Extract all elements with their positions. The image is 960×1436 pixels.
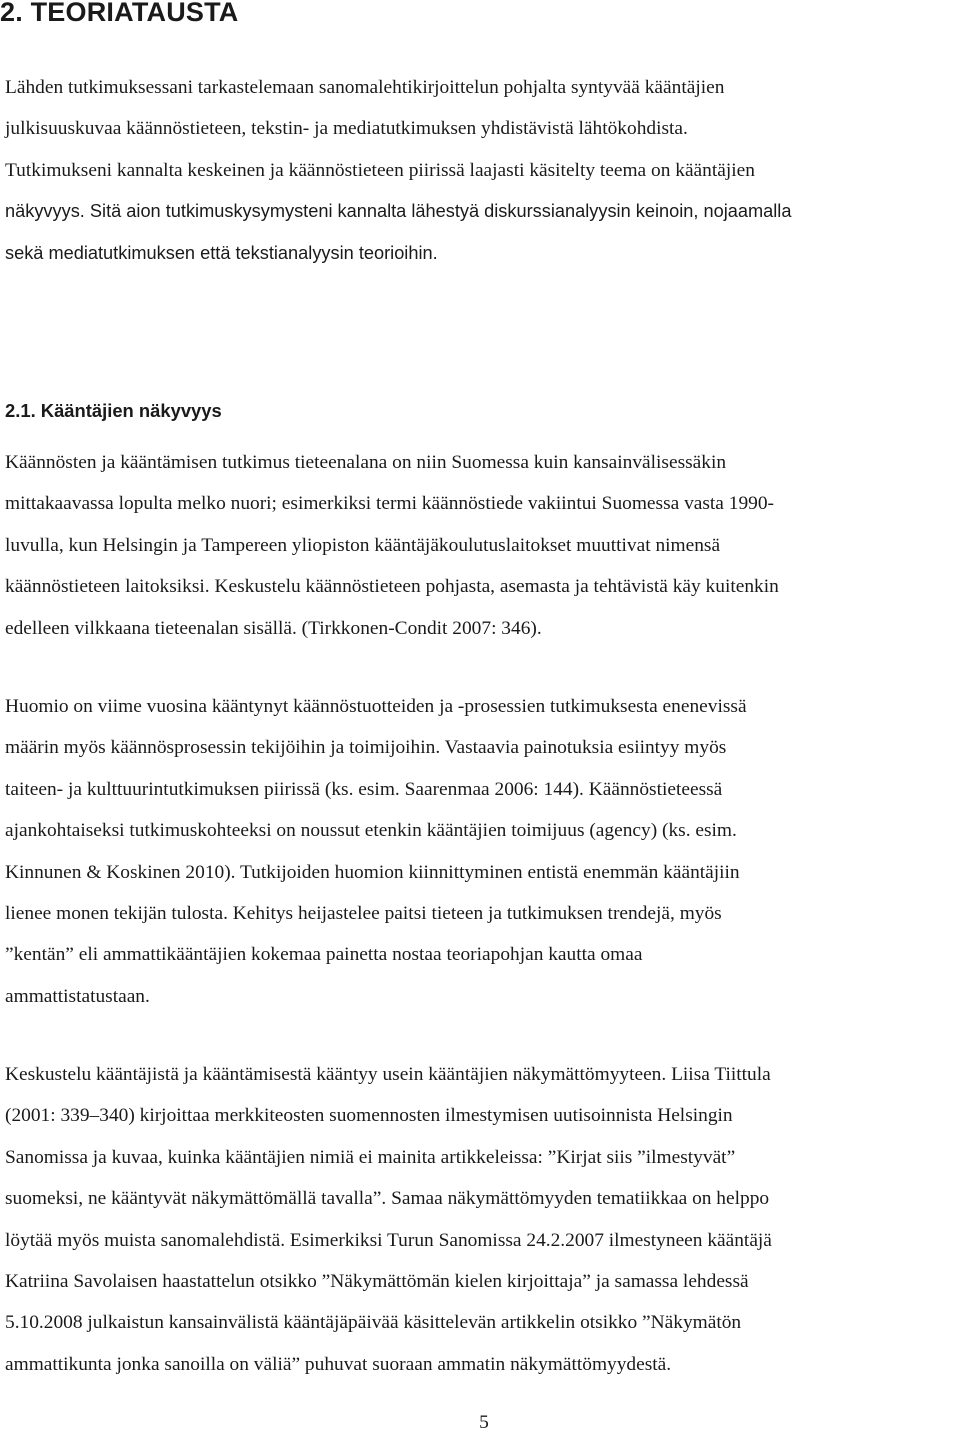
paragraph-line: edelleen vilkkaana tieteenalan sisällä. (Tirkkonen-Condit 2007: 346). <box>5 617 542 639</box>
paragraph-line: Katriina Savolaisen haastattelun otsikko ”Näkymättömän kielen kirjoittaja” ja samassa lehdessä <box>5 1270 749 1292</box>
paragraph-line: määrin myös käännösprosessin tekijöihin ja toimijoihin. Vastaavia painotuksia esiintyy myös <box>5 737 727 759</box>
paragraph-line: mittakaavassa lopulta melko nuori; esimerkiksi termi käännöstiede vakiintui Suomessa vasta 1990- <box>5 493 774 515</box>
paragraph-line: suomeksi, ne kääntyvät näkymättömällä tavalla”. Samaa näkymättömyyden tematiikkaa on helppo <box>5 1188 770 1210</box>
paragraph-line: löytää myös muista sanomalehdistä. Esimerkiksi Turun Sanomissa 24.2.2007 ilmestyneen kääntäjä <box>5 1229 772 1251</box>
intro-line: julkisuuskuvaa käännöstieteen, tekstin- ja mediatutkimuksen yhdistävistä lähtökohdista. <box>5 118 688 140</box>
paragraph-line: Keskustelu kääntäjistä ja kääntämisestä kääntyy usein kääntäjien näkymättömyyteen. Liisa Tiittula <box>5 1064 771 1085</box>
body-paragraph-3 <box>5 1054 772 1385</box>
intro-line: näkyvyys. Sitä aion tutkimuskysymysteni kannalta lähestyä diskurssianalyysin keinoin, nojaamalla <box>5 201 792 222</box>
paragraph-line: 5.10.2008 julkaistun kansainvälistä kääntäjäpäivää käsittelevän artikkelin otsikko ”Näkymätön <box>5 1312 742 1334</box>
paragraph-line: taiteen- ja kulttuurintutkimuksen piirissä (ks. esim. Saarenmaa 2006: 144). Käännöstieteessä <box>5 778 723 800</box>
paragraph-line: ”kentän” eli ammattikääntäjien kokemaa painetta nostaa teoriapohjan kautta omaa <box>5 944 643 966</box>
paragraph-line: Käännösten ja kääntämisen tutkimus tieteenalana on niin Suomessa kuin kansainvälisessäkin <box>5 452 727 473</box>
intro-line: Tutkimukseni kannalta keskeinen ja käännöstieteen piirissä laajasti käsitelty teema on kääntäjien <box>5 159 755 181</box>
paragraph-line: ammattistatustaan. <box>5 985 150 1007</box>
section-heading: 2.1. Kääntäjien näkyvyys <box>5 400 222 421</box>
body-paragraph-1 <box>5 442 779 649</box>
paragraph-line: lienee monen tekijän tulosta. Kehitys heijastelee paitsi tieteen ja tutkimuksen trendejä, myös <box>5 902 722 924</box>
chapter-title: 2. TEORIATAUSTA <box>0 0 239 27</box>
intro-line: Lähden tutkimuksessani tarkastelemaan sanomalehtikirjoittelun pohjalta syntyvää kääntäjien <box>5 77 725 98</box>
page-number: 5 <box>479 1412 489 1433</box>
paragraph-line: ammattikunta jonka sanoilla on väliä” puhuvat suoraan ammatin näkymättömyydestä. <box>5 1353 672 1375</box>
paragraph-line: Huomio on viime vuosina kääntynyt käännöstuotteiden ja -prosessien tutkimuksesta enenevissä <box>5 696 747 717</box>
paragraph-line: ajankohtaiseksi tutkimuskohteeksi on noussut etenkin kääntäjien toimijuus (agency) (ks. esim. <box>5 820 737 842</box>
paragraph-line: käännöstieteen laitoksiksi. Keskustelu käännöstieteen pohjasta, asemasta ja tehtävistä käy kuitenkin <box>5 576 779 598</box>
body-paragraph-2 <box>5 686 747 1017</box>
intro-line: sekä mediatutkimuksen että tekstianalyysin teorioihin. <box>5 242 438 263</box>
paragraph-line: luvulla, kun Helsingin ja Tampereen yliopiston kääntäjäkoulutuslaitokset muuttivat nimensä <box>5 534 721 556</box>
paragraph-line: Sanomissa ja kuvaa, kuinka kääntäjien nimiä ei mainita artikkeleissa: ”Kirjat siis ”ilmestyvät” <box>5 1146 736 1168</box>
paragraph-line: (2001: 339–340) kirjoittaa merkkiteosten suomennosten ilmestymisen uutisoinnista Helsingin <box>5 1105 733 1127</box>
intro-paragraph <box>5 67 791 274</box>
paragraph-line: Kinnunen & Koskinen 2010). Tutkijoiden huomion kiinnittyminen entistä enemmän kääntäjiin <box>5 861 740 883</box>
